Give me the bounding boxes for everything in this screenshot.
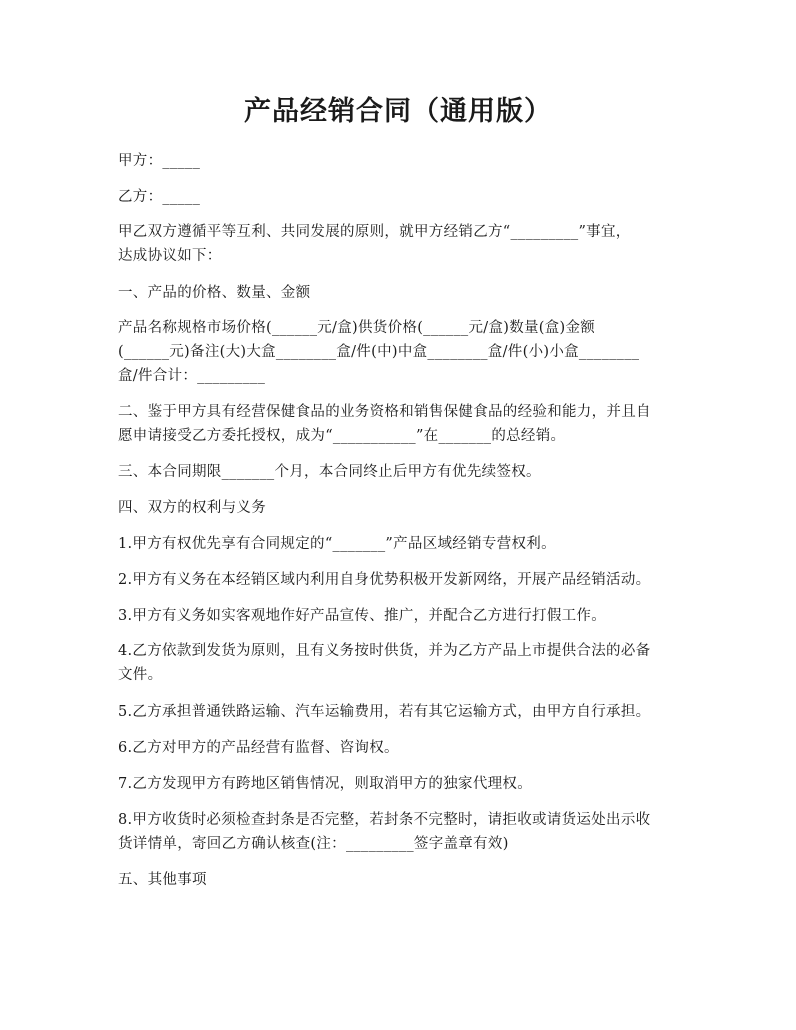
- party-a-line: [118, 149, 688, 173]
- section-5-text: 五、其他事项: [118, 872, 207, 888]
- section-2-line-2: 愿申请接受乙方委托授权，成为“___________”在_______的总经销。: [118, 428, 566, 444]
- clause-7: [118, 772, 688, 796]
- party-b-text: 乙方：_____: [118, 189, 201, 205]
- clause-2-text: 2.甲方有义务在本经销区域内利用自身优势积极开发新网络，开展产品经销活动。: [118, 572, 651, 588]
- section-3-text: 三、本合同期限_______个月，本合同终止后甲方有优先续签权。: [118, 464, 541, 480]
- product-table-paragraph: [118, 316, 688, 388]
- section-3-paragraph: [118, 460, 688, 484]
- clause-4: [118, 639, 688, 687]
- clause-8-line-1: 8.甲方收货时必须检查封条是否完整，若封条不完整时，请拒收或请货运处出示收: [118, 812, 651, 828]
- clause-3-text: 3.甲方有义务如实客观地作好产品宣传、推广，并配合乙方进行打假工作。: [118, 608, 607, 624]
- clause-5-text: 5.乙方承担普通铁路运输、汽车运输费用，若有其它运输方式，由甲方自行承担。: [118, 704, 651, 720]
- section-5-heading: [118, 868, 688, 892]
- clause-7-text: 7.乙方发现甲方有跨地区销售情况，则取消甲方的独家代理权。: [118, 776, 533, 792]
- section-4-heading: [118, 496, 688, 520]
- intro-line-2: 达成协议如下：: [118, 248, 222, 264]
- clause-6-text: 6.乙方对甲方的产品经营有监督、咨询权。: [118, 740, 399, 756]
- clause-8-line-2: 货详情单，寄回乙方确认核查(注：_________签字盖章有效): [118, 836, 509, 852]
- product-table-line-1: 产品名称规格市场价格(______元/盒)供货价格(______元/盒)数量(盒)金额: [118, 320, 596, 336]
- party-b-line: [118, 185, 688, 209]
- intro-line-1: 甲乙双方遵循平等互利、共同发展的原则，就甲方经销乙方“_________”事宜，: [118, 224, 631, 240]
- party-a-text: 甲方：_____: [118, 153, 201, 169]
- section-4-text: 四、双方的权利与义务: [118, 500, 266, 516]
- section-1-text: 一、产品的价格、数量、金额: [118, 285, 311, 301]
- product-table-line-2: (______元)备注(大)大盒________盒/件(中)中盒________盒/件(小)小盒________: [118, 344, 640, 360]
- clause-4-line-2: 文件。: [118, 667, 163, 683]
- section-2-paragraph: [118, 400, 688, 448]
- clause-1-text: 1.甲方有权优先享有合同规定的“_______”产品区域经销专营权利。: [118, 536, 556, 552]
- document-title: 产品经销合同（通用版）: [244, 96, 552, 127]
- clause-1: [118, 532, 688, 556]
- intro-paragraph: [118, 220, 688, 268]
- clause-5: [118, 700, 688, 724]
- clause-8: [118, 808, 688, 856]
- clause-3: [118, 604, 688, 628]
- section-1-heading: [118, 281, 688, 305]
- product-table-line-3: 盒/件合计：_________: [118, 368, 266, 384]
- clause-4-line-1: 4.乙方依款到发货为原则，且有义务按时供货，并为乙方产品上市提供合法的必备: [118, 643, 651, 659]
- section-2-line-1: 二、鉴于甲方具有经营保健食品的业务资格和销售保健食品的经验和能力，并且自: [118, 404, 651, 420]
- clause-6: [118, 736, 688, 760]
- clause-2: [118, 568, 688, 592]
